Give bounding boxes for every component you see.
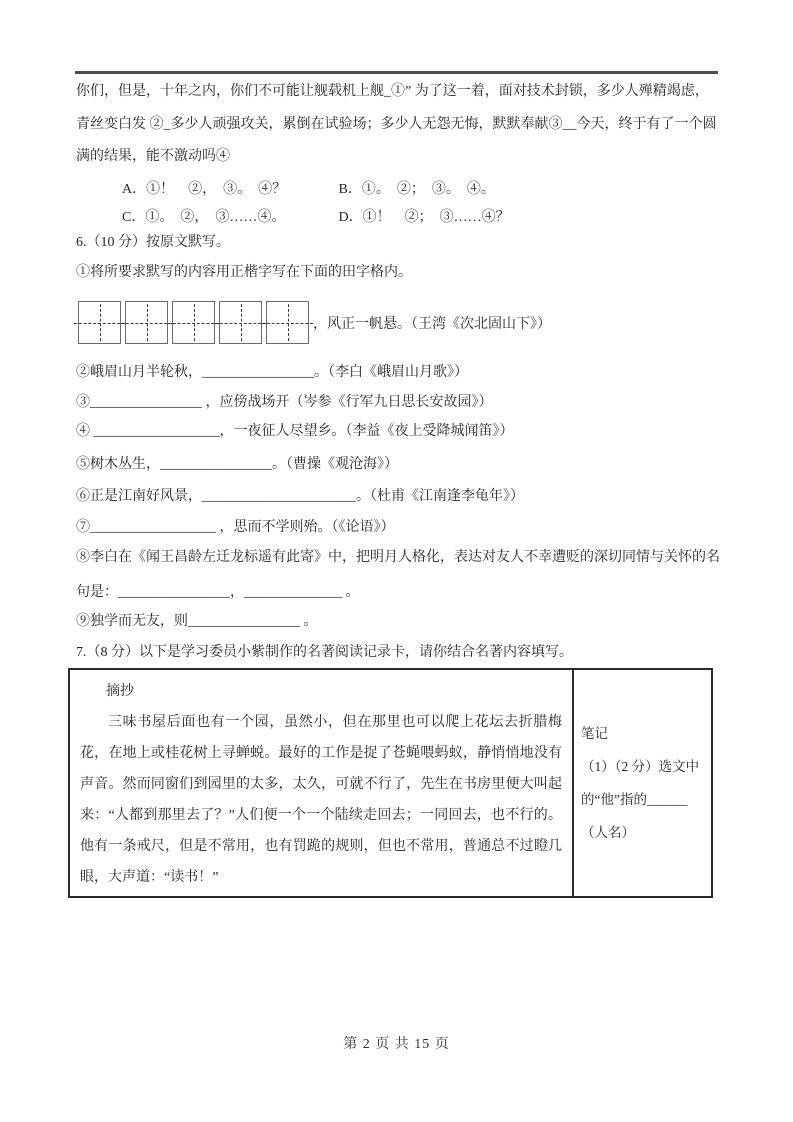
- notes-cell: [574, 670, 711, 896]
- dictation-item: ⑥正是江南好风景，______________________。（杜甫《江南逢李龟年》）: [76, 489, 524, 504]
- dictation-item: ④ __________________，一夜征人尽望乡。（李益《夜上受降城闻笛》）: [76, 424, 514, 439]
- dictation-item: ⑨独学而无友，则________________ 。: [76, 614, 318, 629]
- passage-line: 你们，但是，十年之内，你们不可能让舰载机上舰_①” 为了这一着，面对技术封锁，多少人殚精竭虑，: [76, 84, 709, 99]
- passage-line: 青丝变白发 ②_多少人顽强攻关，累倒在试验场；多少人无怨无悔，默默奉献③__今天，终于有了一个圆: [76, 117, 717, 132]
- tianzige-box: [266, 301, 309, 344]
- notes-line: （人名）: [581, 825, 635, 840]
- dictation-item: ⑤树木丛生，________________。（曹操《观沧海》）: [76, 457, 398, 472]
- question7-heading: 7.（8 分）以下是学习委员小紫制作的名著阅读记录卡，请你结合名著内容填写。: [76, 645, 573, 660]
- option-a: A．①！ ②， ③。 ④？: [122, 182, 287, 197]
- excerpt-cell: [70, 670, 574, 896]
- dictation-item: 句是：________________，______________ 。: [76, 585, 360, 600]
- option-c: C．①。 ②， ③……④。: [122, 210, 286, 225]
- tianzige-boxes: [78, 301, 309, 344]
- dictation-item: ⑦__________________ ，思而不学则殆。（《论语》）: [76, 520, 395, 535]
- option-d: D．①！ ②； ③……④？: [338, 210, 510, 225]
- reading-record-card: [68, 668, 713, 898]
- tianzige-box: [125, 301, 168, 344]
- grid-suffix-text: ，风正一帆悬。（王湾《次北固山下》）: [313, 316, 551, 332]
- notes-line: （1）（2 分）选文中: [581, 759, 700, 774]
- page-top-rule: [75, 71, 718, 74]
- passage-line: 满的结果，能不激动吗④: [76, 149, 230, 164]
- dictation-item: ②峨眉山月半轮秋，________________。（李白《峨眉山月歌》）: [76, 365, 468, 380]
- tianzige-box: [78, 301, 121, 344]
- notes-line: 的“他”指的______: [581, 792, 688, 807]
- dictation-item: ⑧李白在《闻王昌龄左迁龙标遥有此寄》中，把明月人格化，表达对友人不幸遭贬的深切同情与关怀的名: [76, 550, 720, 565]
- question6-instruction: ①将所要求默写的内容用正楷字写在下面的田字格内。: [76, 265, 412, 280]
- tianzige-row: [78, 301, 551, 344]
- question6-heading: 6.（10 分）按原文默写。: [76, 235, 230, 250]
- notes-title: 笔记: [581, 726, 608, 741]
- dictation-item: ③________________ ，应傍战场开（岑参《行军九日思长安故园》）: [76, 395, 493, 410]
- option-b: B．①。 ②； ③。 ④。: [338, 182, 495, 197]
- options-row: [76, 175, 495, 205]
- excerpt-title: 摘抄: [106, 684, 134, 699]
- tianzige-box: [219, 301, 262, 344]
- page-footer: 第 2 页 共 15 页: [343, 1037, 450, 1052]
- tianzige-box: [172, 301, 215, 344]
- excerpt-text: 三味书屋后面也有一个园，虽然小，但在那里也可以爬上花坛去折腊梅花，在地上或桂花树上寻蝉蜕。最好的工作是捉了苍蝇喂蚂蚁，静悄悄地没有声音。然而同窗们到园里的太多，太久，可就不行了，先生在书房里便大叫起来：“人都到那里去了？”人们便一个一个陆续走回去；一同回去，也不行的。他有一条戒尺，但是不常用，也有罚跪的规则，但也不常用，普通总不过瞪几眼，大声道：“读书！”: [80, 715, 562, 885]
